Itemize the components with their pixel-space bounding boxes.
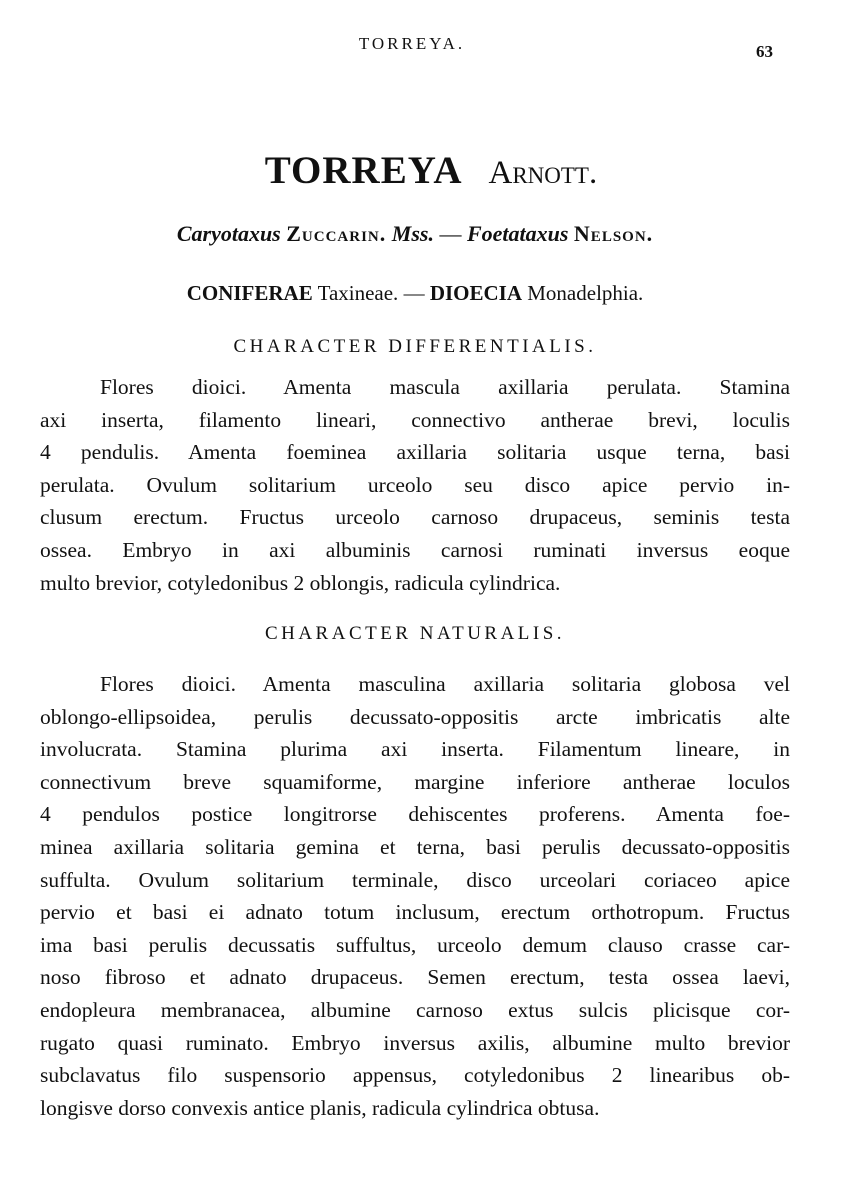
text-line: minea axillaria solitaria gemina et terna, basi perulis decussato-oppositis (40, 834, 790, 859)
classification-line (0, 281, 830, 306)
text-line: involucrata. Stamina plurima axi inserta. Filamentum lineare, in (40, 737, 790, 762)
linnaean-order: Monadelphia. (527, 281, 644, 305)
paragraph-differentialis (40, 371, 790, 599)
synonym-author-zuccarin: Zuccarin. (286, 221, 387, 246)
heading-naturalis: CHARACTER NATURALIS. (264, 623, 566, 644)
synonyms-line (0, 221, 830, 247)
text-line: oblongo-ellipsoidea, perulis decussato-oppositis arcte imbricatis alte (40, 704, 790, 729)
family-name: CONIFERAE (186, 281, 313, 305)
paragraph-naturalis (40, 668, 790, 1124)
text-line: ima basi perulis decussatis suffultus, urceolo demum clauso crasse car- (40, 932, 790, 957)
heading-differentialis: CHARACTER DIFFERENTIALIS. (233, 336, 597, 357)
text-line: axi inserta, filamento lineari, connectivo antherae brevi, loculis (40, 407, 790, 432)
text-line: perulata. Ovulum solitarium urceolo seu disco apice pervio in- (40, 472, 790, 497)
linnaean-class: DIOECIA (429, 281, 522, 305)
genus-title (0, 148, 862, 193)
synonym-dash: — (439, 221, 462, 246)
page-number: 63 (756, 42, 773, 61)
text-line: noso fibroso et adnato drupaceus. Semen erectum, testa ossea laevi, (40, 965, 790, 990)
synonym-note: Mss. (391, 221, 434, 246)
text-line: clusum erectum. Fructus urceolo carnoso drupaceus, seminis testa (40, 505, 790, 530)
text-line: 4 pendulis. Amenta foeminea axillaria solitaria usque terna, basi (40, 440, 790, 465)
text-line: Flores dioici. Amenta masculina axillaria solitaria globosa vel (100, 672, 790, 696)
text-line: connectivum breve squamiforme, margine inferiore antherae loculos (40, 769, 790, 794)
text-line: 4 pendulos postice longitrorse dehiscentes proferens. Amenta foe- (40, 802, 790, 827)
classification-dash: — (403, 281, 425, 305)
text-line: rugato quasi ruminato. Embryo inversus axilis, albumine multo brevior (40, 1030, 790, 1055)
text-line: pervio et basi ei adnato totum inclusum, erectum orthotropum. Fructus (40, 900, 790, 925)
text-line: Flores dioici. Amenta mascula axillaria perulata. Stamina (100, 375, 790, 399)
text-line: ossea. Embryo in axi albuminis carnosi ruminati inversus eoque (40, 537, 790, 562)
text-line: suffulta. Ovulum solitarium terminale, disco urceolari coriaceo apice (40, 867, 790, 892)
tribe-name: Taxineae. (317, 281, 399, 305)
genus-author: Arnott. (488, 155, 598, 191)
text-line: subclavatus filo suspensorio appensus, cotyledonibus 2 linearibus ob- (40, 1063, 790, 1088)
synonym-foetataxus: Foetataxus (466, 221, 569, 246)
text-line: endopleura membranacea, albumine carnoso extus sulcis plicisque cor- (40, 997, 790, 1022)
synonym-caryotaxus: Caryotaxus (176, 221, 281, 246)
genus-name: TORREYA (264, 149, 463, 192)
text-line: longisve dorso convexis antice planis, radicula cylindrica obtusa. (40, 1095, 600, 1120)
running-head: TORREYA. (358, 34, 466, 53)
text-line: multo brevior, cotyledonibus 2 oblongis, radicula cylindrica. (40, 570, 561, 595)
synonym-author-nelson: Nelson. (573, 221, 654, 246)
